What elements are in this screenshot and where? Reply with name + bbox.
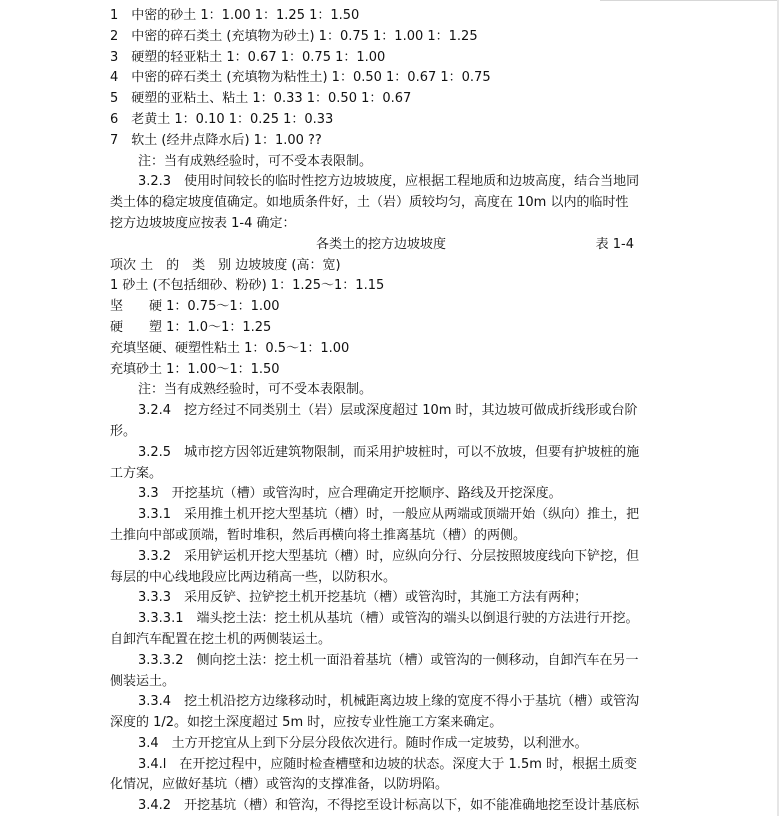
- table-row: 充填坚硬、硬塑性粘土 1：0.5～1：1.00: [110, 340, 350, 356]
- para-3-3-2-line-1: 3.3.2 采用铲运机开挖大型基坑（槽）时，应纵向分行、分层按照坡度线向下铲挖，但: [138, 548, 640, 564]
- para-3-4-1-line-2: 化情况，应做好基坑（槽）或管沟的支撑准备，以防坍陷。: [110, 777, 449, 793]
- top-rule: [600, 0, 779, 1]
- para-3-3-3-1-line-2: 自卸汽车配置在挖土机的两侧装运土。: [110, 631, 332, 647]
- para-3-3-3: 3.3.3 采用反铲、拉铲挖土机开挖基坑（槽）或管沟时，其施工方法有两种；: [138, 590, 588, 606]
- table-number: 表 1-4: [595, 236, 634, 252]
- table-header: 项次 土 的 类 别 边坡坡度 (高：宽): [110, 257, 341, 273]
- para-3-2-5-line-1: 3.2.5 城市挖方因邻近建筑物限制，而采用护坡桩时，可以不放坡，但要有护坡桩的施: [138, 444, 640, 460]
- table-row: 1 砂土 (不包括细砂、粉砂) 1：1.25～1：1.15: [110, 278, 385, 294]
- table-row: 坚 硬 1：0.75～1：1.00: [110, 299, 280, 315]
- para-3-3-3-2-line-2: 侧装运土。: [110, 673, 176, 689]
- para-3-3-2-line-2: 每层的中心线地段应比两边稍高一些，以防积水。: [110, 569, 397, 585]
- slope-row-2: 2 中密的碎石类土 (充填物为砂土) 1：0.75 1：1.00 1：1.25: [110, 28, 478, 44]
- para-3-3-1-line-1: 3.3.1 采用推土机开挖大型基坑（槽）时，一般应从两端或顶端开始（纵向）推土，把: [138, 507, 640, 523]
- para-3-3-4-line-2: 深度的 1/2。如挖土深度超过 5m 时，应按专业性施工方案来确定。: [110, 715, 503, 731]
- note-2: 注：当有成熟经验时，可不受本表限制。: [138, 382, 373, 398]
- slope-row-5: 5 硬塑的亚粘土、粘土 1：0.33 1：0.50 1：0.67: [110, 91, 412, 107]
- para-3-3: 3.3 开挖基坑（槽）或管沟时，应合理确定开挖顺序、路线及开挖深度。: [138, 486, 562, 502]
- note-1: 注：当有成熟经验时，可不受本表限制。: [138, 153, 373, 169]
- para-3-3-4-line-1: 3.3.4 挖土机沿挖方边缘移动时，机械距离边坡上缘的宽度不得小于基坑（槽）或管沟: [138, 694, 640, 710]
- para-3-2-5-line-2: 工方案。: [110, 465, 163, 481]
- para-3-3-3-2-line-1: 3.3.3.2 侧向挖土法：挖土机一面沿着基坑（槽）或管沟的一侧移动，自卸汽车在另一: [138, 652, 639, 668]
- document-page: [110, 6, 670, 817]
- para-3-2-4-line-2: 形。: [110, 423, 137, 439]
- para-3-2-4-line-1: 3.2.4 挖方经过不同类别土（岩）层或深度超过 10m 时，其边坡可做成折线形或台阶: [138, 403, 638, 419]
- table-row: 充填砂土 1：1.00～1：1.50: [110, 361, 280, 377]
- para-3-4-2-line-1: 3.4.2 开挖基坑（槽）和管沟，不得挖至设计标高以下，如不能准确地挖至设计基底标: [138, 798, 640, 814]
- slope-row-6: 6 老黄土 1：0.10 1：0.25 1：0.33: [110, 111, 334, 127]
- para-3-4-1-line-1: 3.4.l 在开挖过程中，应随时检查槽壁和边坡的状态。深度大于 1.5m 时，根据土质变: [138, 756, 638, 772]
- para-3-2-3-line-3: 挖方边坡坡度应按表 1-4 确定：: [110, 215, 296, 231]
- slope-row-4: 4 中密的碎石类土 (充填物为粘性土) 1：0.50 1：0.67 1：0.75: [110, 70, 491, 86]
- para-3-3-3-1-line-1: 3.3.3.1 端头挖土法：挖土机从基坑（槽）或管沟的端头以倒退行驶的方法进行开挖。: [138, 611, 639, 627]
- para-3-2-3-line-1: 3.2.3 使用时间较长的临时性挖方边坡坡度，应根据工程地质和边坡高度，结合当地同: [138, 174, 640, 190]
- para-3-2-3-line-2: 类土体的稳定坡度值确定。如地质条件好，土（岩）质较均匀，高度在 10m 以内的临时性: [110, 195, 629, 211]
- table-title-row: [110, 235, 670, 256]
- slope-row-1: 1 中密的砂土 1：1.00 1：1.25 1：1.50: [110, 8, 360, 23]
- slope-row-7: 7 软土 (经井点降水后) 1：1.00 ??: [110, 132, 322, 148]
- table-title: 各类土的挖方边坡坡度: [316, 236, 447, 252]
- para-3-3-1-line-2: 土推向中部或顶端，暂时堆积，然后再横向将土推离基坑（槽）的两侧。: [110, 527, 527, 543]
- table-row: 硬 塑 1：1.0～1：1.25: [110, 319, 272, 335]
- para-3-4: 3.4 土方开挖宜从上到下分层分段依次进行。随时作成一定坡势，以利泄水。: [138, 735, 588, 751]
- slope-row-3: 3 硬塑的轻亚粘土 1：0.67 1：0.75 1：1.00: [110, 49, 386, 65]
